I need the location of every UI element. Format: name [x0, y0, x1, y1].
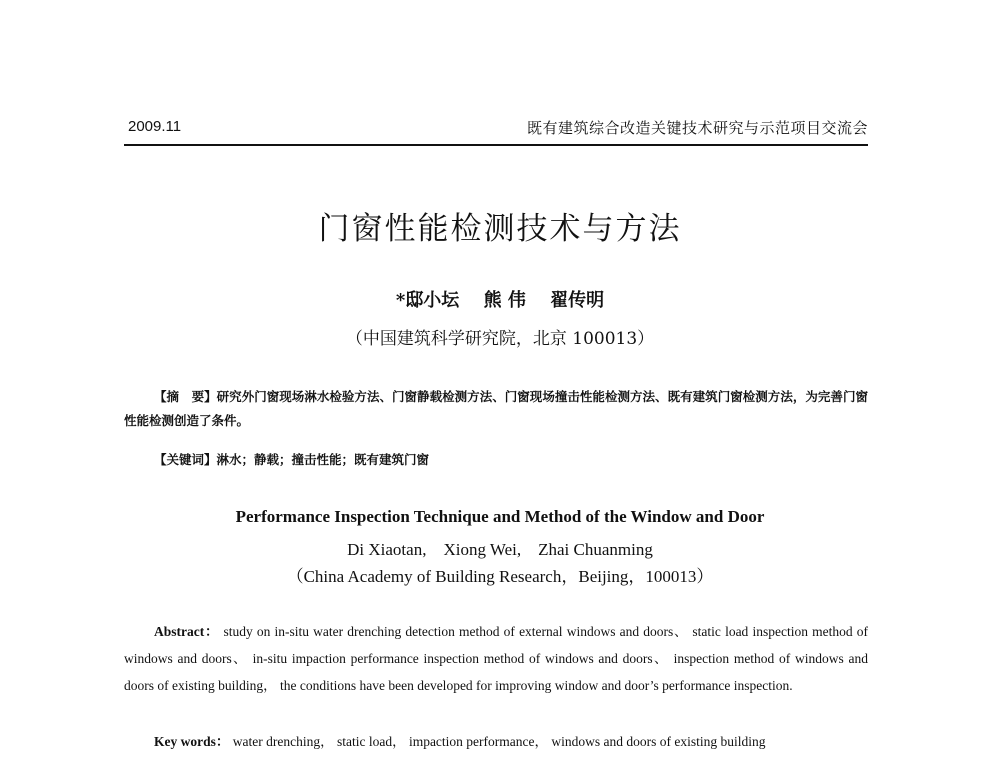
keywords-cn	[154, 450, 429, 468]
abstract-cn	[124, 385, 868, 433]
affiliation-en: （China Academy of Building Research，Beijing，100013）	[286, 567, 714, 586]
authors-en: Di Xiaotan, Xiong Wei, Zhai Chuanming	[347, 540, 653, 559]
keywords-en-label: Key words：	[154, 734, 230, 749]
header-conference: 既有建筑综合改造关键技术研究与示范项目交流会	[526, 119, 868, 137]
keywords-en	[154, 730, 766, 750]
author-cn: *邸小坛	[395, 290, 460, 311]
keywords-en-text: water drenching， static load， impaction performance， windows and doors of existing building	[229, 734, 766, 749]
title-en: Performance Inspection Technique and Method of the Window and Door	[235, 507, 765, 526]
abstract-cn-label: 【摘 要】	[154, 389, 217, 404]
title-cn: 门窗性能检测技术与方法	[318, 211, 682, 247]
affiliation-cn: （中国建筑科学研究院，北京 100013）	[345, 329, 655, 349]
author-cn: 熊 伟	[483, 290, 526, 311]
authors-cn	[0, 286, 1000, 312]
keywords-cn-text: 淋水；静载；撞击性能；既有建筑门窗	[216, 452, 430, 467]
header-rule	[124, 144, 868, 146]
abstract-en-label: Abstract：	[154, 624, 220, 639]
abstract-en-text: study on in-situ water drenching detection method of external windows and doors、 static load inspection method of windows and doors、 in-situ impaction performance inspection method of windows and doors、 inspection method of windows and doors of existing building， the conditions have been developed for improving window and door’s performance inspection.	[124, 624, 868, 693]
author-cn: 翟传明	[550, 290, 605, 311]
abstract-cn-text: 研究外门窗现场淋水检验方法、门窗静载检测方法、门窗现场撞击性能检测方法、既有建筑门窗检测方法，为完善门窗性能检测创造了条件。	[124, 389, 868, 428]
keywords-cn-label: 【关键词】	[154, 452, 217, 467]
header-date: 2009.11	[128, 118, 182, 135]
abstract-en	[124, 618, 868, 699]
